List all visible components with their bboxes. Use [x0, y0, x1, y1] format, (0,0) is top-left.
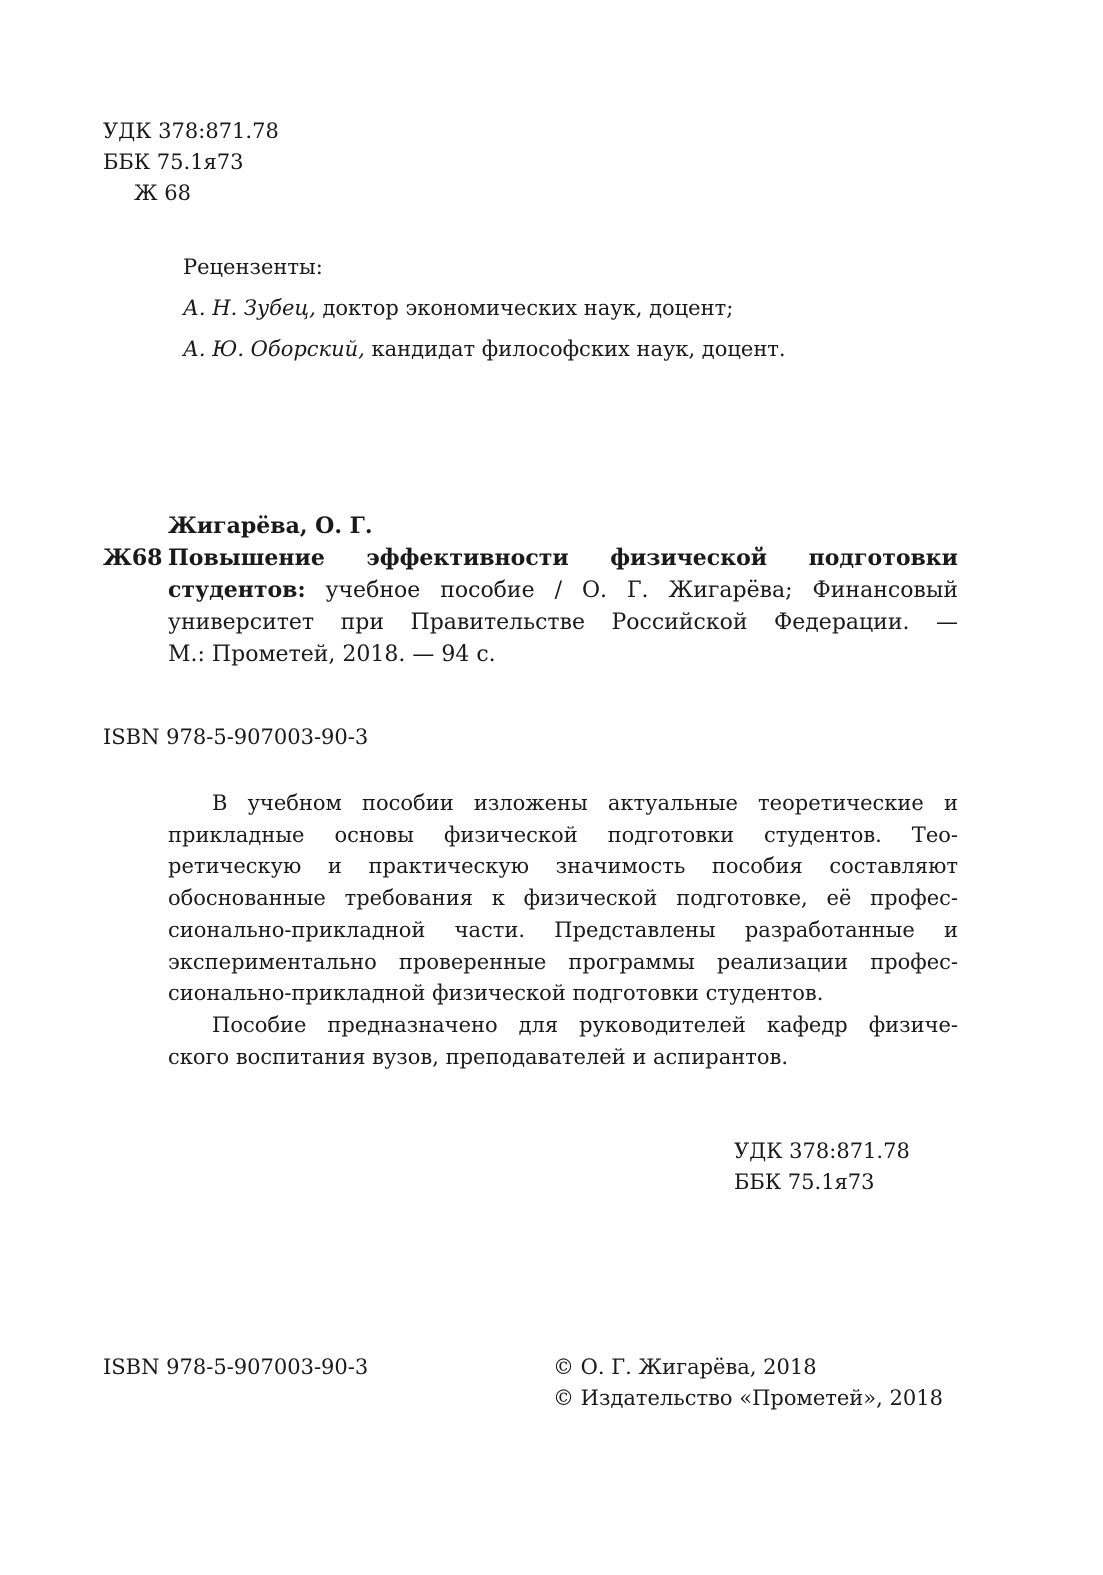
abstract-line: сионально-прикладной физической подготовки студентов.	[168, 981, 824, 1006]
footer-isbn: ISBN 978-5-907003-90-3	[103, 1355, 369, 1379]
abstract-line: сионально-прикладной части. Представлены разработанные и	[168, 917, 958, 942]
udk-code: УДК 378:871.78	[103, 119, 279, 143]
reviewer-1	[183, 292, 733, 324]
bib-line-3: университет при Правительстве Российской Федерации. —	[168, 610, 958, 635]
bib-line-4: М.: Прометей, 2018. — 94 с.	[168, 642, 496, 667]
footer-bbk-code: ББК 75.1я73	[734, 1170, 875, 1194]
bib-title-end: студентов:	[168, 577, 306, 603]
abstract-line: ского воспитания вузов, преподавателей и аспирантов.	[168, 1044, 789, 1069]
reviewer-2-desc: кандидат философских наук, доцент.	[364, 337, 786, 361]
reviewer-1-desc: доктор экономических наук, доцент;	[315, 296, 734, 320]
bib-title-rest: учебное пособие / О. Г. Жигарёва; Финансовый	[305, 578, 958, 603]
reviewer-1-name: А. Н. Зубец,	[183, 296, 316, 320]
bib-title-line-1: Повышение эффективности физической подготовки	[168, 545, 958, 571]
abstract-line: прикладные основы физической подготовки студентов. Тео-	[168, 822, 958, 847]
bib-mark: Ж68	[103, 545, 163, 571]
copyright-author: © О. Г. Жигарёва, 2018	[553, 1355, 817, 1379]
bib-author: Жигарёва, О. Г.	[168, 513, 373, 539]
bibliographic-record	[168, 510, 958, 671]
abstract-line: обоснованные требования к физической подготовке, её профес-	[168, 886, 958, 911]
abstract-line: ретическую и практическую значимость пособия составляют	[168, 854, 958, 879]
isbn: ISBN 978-5-907003-90-3	[103, 725, 369, 749]
bbk-code: ББК 75.1я73	[103, 150, 244, 174]
bib-title-line-2	[168, 574, 958, 607]
reviewer-2-name: А. Ю. Оборский,	[183, 337, 365, 361]
abstract-line: В учебном пособии изложены актуальные теоретические и	[212, 791, 958, 815]
author-mark: Ж 68	[134, 181, 191, 205]
abstract-line: Пособие предназначено для руководителей кафедр физиче-	[212, 1012, 958, 1037]
footer-udk-code: УДК 378:871.78	[734, 1139, 910, 1163]
abstract-line: экспериментально проверенные программы реализации профес-	[168, 949, 958, 974]
abstract	[168, 788, 958, 1073]
reviewer-2	[183, 333, 786, 365]
copyright-publisher: © Издательство «Прометей», 2018	[553, 1386, 943, 1410]
reviewers-title: Рецензенты:	[183, 255, 323, 279]
